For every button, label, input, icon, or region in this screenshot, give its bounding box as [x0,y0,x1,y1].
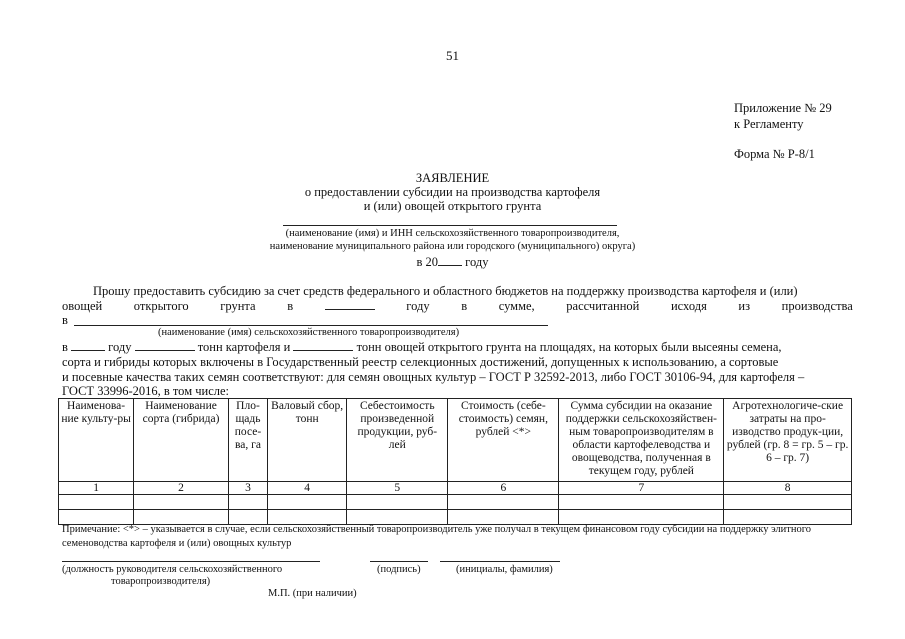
header-cell: Сумма субсидии на оказание поддержки сельскохозяйствен-ным товаропроизводителям в области картофелеводства и овощеводства, полученная в текущем году, рублей [559,399,724,482]
paragraph-line-6: и посевные качества таких семян соответствуют: для семян овощных культур – ГОСТ Р 32592-2013, либо ГОСТ 30106-94, для картофеля – [62,370,805,384]
word: тонн картофеля и [197,340,291,354]
year-line [200,255,705,269]
column-number: 5 [347,482,448,495]
table-cell[interactable] [448,495,559,510]
subsidy-table [58,398,852,525]
word: рассчитанной [566,299,640,313]
title-line-2: о предоставлении субсидии на производства картофеля [304,185,601,199]
header-cell: Пло-щадь посе-ва, га [228,399,267,482]
producer-caption: (наименование (имя) сельскохозяйственного товаропроизводителя) [158,327,460,338]
note-line-1: Примечание: <*> – указывается в случае, если сельскохозяйственный товаропроизводитель уже получал в текущем финансовом году субсидии на поддержку элитного [62,524,812,535]
table-cell[interactable] [228,495,267,510]
column-number: 2 [134,482,229,495]
table-cell[interactable] [268,495,347,510]
word: в [62,340,68,354]
document-title: ЗАЯВЛЕНИЕ [415,171,490,185]
header-cell: Наименование сорта (гибрида) [134,399,229,482]
year-blank [71,340,105,351]
year-suffix: году [465,255,489,269]
word: из [738,299,751,313]
table-row [59,510,852,525]
year-prefix: в 20 [416,255,439,269]
column-number: 1 [59,482,134,495]
word: в [287,299,294,313]
title-line-3: и (или) овощей открытого грунта [363,199,542,213]
paragraph-line-5: сорта и гибриды которых включены в Государственный реестр селекционных достижений, допущенных к использованию, а сортовые [62,355,779,369]
word: году [108,340,132,354]
applicant-caption-1: (наименование (имя) и ИНН сельскохозяйственного товаропроизводителя, [285,228,620,239]
table-cell[interactable] [59,510,134,525]
table-row [59,495,852,510]
column-number: 4 [268,482,347,495]
word: овощей [62,299,103,313]
table-cell[interactable] [59,495,134,510]
column-number: 7 [559,482,724,495]
word: в [461,299,468,313]
title-block [200,171,705,213]
paragraph-line-1: Прошу предоставить субсидию за счет средств федерального и областного бюджетов на поддержку производства картофеля и (или) [93,284,798,298]
note-line-2: семеноводства картофеля и (или) овощных культур [62,538,292,549]
position-caption-2: товаропроизводителя) [111,576,211,587]
column-number: 6 [448,482,559,495]
header-cell: Себестоимость произведенной продукции, руб-лей [347,399,448,482]
header-cell: Наименова-ние культу-ры [59,399,134,482]
initials-caption: (инициалы, фамилия) [456,564,553,575]
stamp-caption: М.П. (при наличии) [268,588,357,599]
year-blank [438,255,462,266]
table-cell[interactable] [268,510,347,525]
word: году [406,299,430,313]
potato-tons-blank [135,340,195,351]
table-cell[interactable] [347,495,448,510]
table-cell[interactable] [134,495,229,510]
table-cell[interactable] [347,510,448,525]
applicant-name-line [283,225,617,226]
vegetable-tons-blank [293,340,353,351]
signature-line [370,561,428,562]
word: производства [781,299,853,313]
table-cell[interactable] [559,510,724,525]
column-number: 3 [228,482,267,495]
paragraph-line-4 [62,340,782,354]
position-caption-1: (должность руководителя сельскохозяйственного [62,564,283,575]
table-cell[interactable] [134,510,229,525]
table-cell[interactable] [724,510,852,525]
applicant-caption-2: наименование муниципального района или городского (муниципального) округа) [269,241,636,252]
table-cell[interactable] [448,510,559,525]
year-blank [325,299,375,310]
initials-line [440,561,560,562]
table-cell[interactable] [724,495,852,510]
header-cell: Агротехнологиче-ские затраты на про-изводство продук-ции, рублей (гр. 8 = гр. 5 – гр. 6 – гр. 7) [724,399,852,482]
producer-name-line [74,325,548,326]
producer-prefix: в [62,313,68,327]
word: сумме, [498,299,535,313]
position-line [62,561,320,562]
appendix-line: Приложение № 29 [734,101,832,115]
header-cell: Стоимость (себе-стоимость) семян, рублей <*> [448,399,559,482]
appendix-reference: к Регламенту [734,117,804,131]
page-number: 51 [446,48,459,63]
word: открытого [133,299,189,313]
signature-caption: (подпись) [377,564,421,575]
header-cell: Валовый сбор, тонн [268,399,347,482]
word: тонн овощей открытого грунта на площадях, на которых были высеяны семена, [356,340,782,354]
table-number-row [59,482,852,495]
column-number: 8 [724,482,852,495]
table-cell[interactable] [559,495,724,510]
paragraph-line-7: ГОСТ 33996-2016, в том числе: [62,384,230,398]
word: грунта [220,299,256,313]
form-number: Форма № Р-8/1 [734,147,815,161]
paragraph-line-2 [62,299,853,313]
word: исходя [670,299,707,313]
table-header-row [59,399,852,482]
table-cell[interactable] [228,510,267,525]
